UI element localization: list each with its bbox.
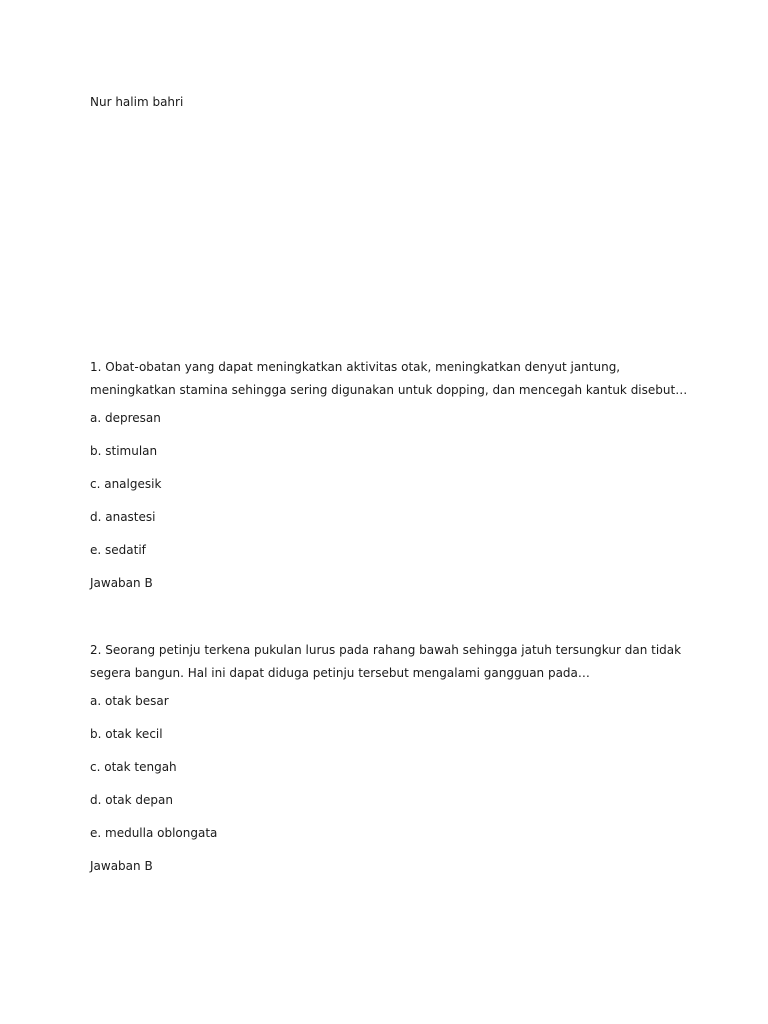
question-2-text: 2. Seorang petinju terkena pukulan lurus pada rahang bawah sehingga jatuh tersungkur dan tidak segera bangun. Hal ini dapat diduga petinju tersebut mengalami gangguan pada…	[90, 643, 682, 680]
question-1-text: 1. Obat-obatan yang dapat meningkatkan aktivitas otak, meningkatkan denyut jantung, meningkatkan stamina sehingga sering digunakan untuk dopping, dan mencegah kantuk disebut…	[90, 360, 688, 397]
question-1-option-d: d. anastesi	[90, 510, 156, 524]
author-name: Nur halim bahri	[90, 95, 184, 109]
question-1-option-b: b. stimulan	[90, 444, 158, 458]
question-2-option-d: d. otak depan	[90, 793, 173, 807]
question-2-answer: Jawaban B	[90, 859, 153, 873]
question-2-option-a: a. otak besar	[90, 694, 169, 708]
question-1-option-e: e. sedatif	[90, 543, 146, 557]
question-2-option-c: c. otak tengah	[90, 760, 177, 774]
question-2-option-b: b. otak kecil	[90, 727, 163, 741]
question-2-option-e: e. medulla oblongata	[90, 826, 218, 840]
question-1-option-c: c. analgesik	[90, 477, 162, 491]
question-1-option-a: a. depresan	[90, 411, 161, 425]
question-1-answer: Jawaban B	[90, 576, 153, 590]
